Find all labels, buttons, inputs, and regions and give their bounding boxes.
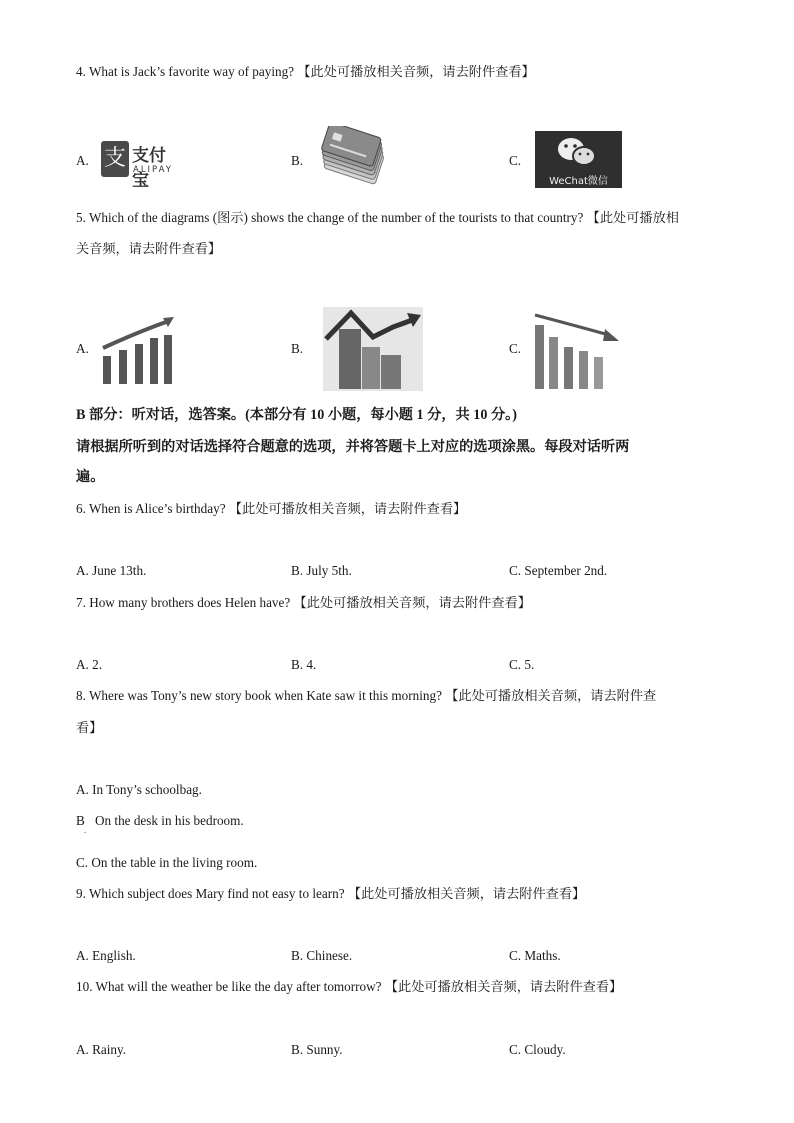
rising-bar-chart-icon [100,314,176,386]
alipay-cn-text: 支付宝 [132,146,166,191]
q9-option-c: C. Maths. [509,948,561,963]
q8-option-b-text: On the desk in his bedroom. [95,813,244,828]
q5-option-a-letter: A. [76,341,89,356]
question-5-line-1: 5. Which of the diagrams (图示) shows the change of the number of the tourists to that country? 【此处可播放相 [76,210,679,225]
q9-option-a: A. English. [76,948,136,963]
wechat-logo [535,131,622,188]
q7-option-a: A. 2. [76,657,103,672]
alipay-icon: 支 [101,141,129,177]
question-10: 10. What will the weather be like the day after tomorrow? 【此处可播放相关音频，请去附件查看】 [76,979,623,994]
alipay-en-text: ALIPAY [133,165,173,175]
q5-option-c-letter: C. [509,341,522,356]
q10-option-c: C. Cloudy. [509,1042,566,1057]
section-b-instruction-line-2: 遍。 [76,469,105,485]
q6-option-b: B. July 5th. [291,563,352,578]
question-8-line-2: 看】 [76,720,103,735]
falling-bar-chart-icon [533,307,619,391]
q6-option-a: A. June 13th. [76,563,147,578]
question-5-line-2: 关音频，请去附件查看】 [76,241,222,256]
q4-option-c-letter: C. [509,153,522,168]
q8-option-a: A. In Tony’s schoolbag. [76,782,202,797]
credit-cards-icon [318,126,396,192]
q6-option-c: C. September 2nd. [509,563,608,578]
q8-option-b-dot: . [84,826,86,835]
section-b-title: B 部分：听对话，选答案。(本部分有 10 小题，每小题 1 分，共 10 分。) [76,407,517,423]
q4-option-a-letter: A. [76,153,89,168]
wechat-icon [535,131,622,171]
question-8-line-1: 8. Where was Tony’s new story book when Kate saw it this morning? 【此处可播放相关音频，请去附件查 [76,688,657,703]
q8-option-b-letter: B [76,813,85,828]
q8-option-c: C. On the table in the living room. [76,855,258,870]
question-4: 4. What is Jack’s favorite way of paying? 【此处可播放相关音频，请去附件查看】 [76,64,535,79]
q10-option-b: B. Sunny. [291,1042,343,1057]
q7-option-c: C. 5. [509,657,535,672]
q10-option-a: A. Rainy. [76,1042,127,1057]
question-6: 6. When is Alice’s birthday? 【此处可播放相关音频，请去附件查看】 [76,501,467,516]
question-9: 9. Which subject does Mary find not easy to learn? 【此处可播放相关音频，请去附件查看】 [76,886,586,901]
q5-option-b-letter: B. [291,341,304,356]
fluctuating-chart-icon [323,307,423,391]
alipay-logo [101,141,177,191]
question-7: 7. How many brothers does Helen have? 【此处可播放相关音频，请去附件查看】 [76,595,531,610]
q4-option-b-letter: B. [291,153,304,168]
q7-option-b: B. 4. [291,657,317,672]
q9-option-b: B. Chinese. [291,948,353,963]
section-b-instruction-line-1: 请根据所听到的对话选择符合题意的选项，并将答题卡上对应的选项涂黑。每段对话听两 [76,439,630,455]
wechat-label: WeChat微信 [549,176,608,187]
